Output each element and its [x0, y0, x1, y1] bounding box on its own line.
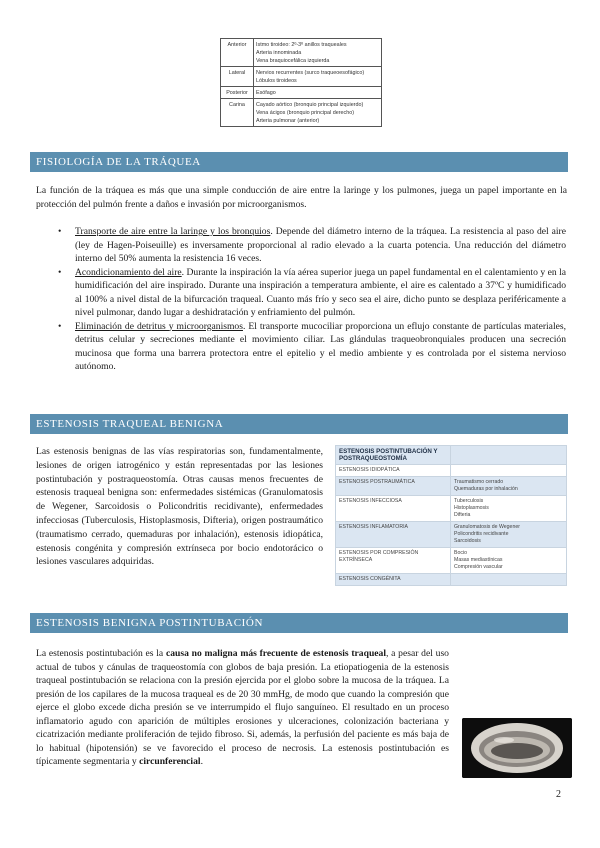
- cell-line: Lóbulos tiroideos: [256, 77, 297, 84]
- cell-line: Vena ácigos (bronquio principal derecho): [256, 109, 354, 116]
- table-cell: Traumatismo cerrado Quemaduras por inhalación: [451, 477, 567, 496]
- table-cell: ESTENOSIS POR COMPRESIÓN EXTRÍNSECA: [336, 548, 451, 574]
- table-cell: ESTENOSIS POSTRAUMÁTICA: [336, 477, 451, 496]
- table-row: [221, 39, 382, 67]
- table-row: [336, 477, 567, 496]
- table-row: [221, 87, 382, 99]
- bullet-term: Acondicionamiento del aire: [75, 266, 182, 278]
- text-run: La estenosis postintubación es la: [36, 648, 166, 659]
- trachea-section-image: [462, 718, 572, 778]
- fisiologia-bullet-list: [58, 225, 566, 374]
- table-cell: ESTENOSIS INFECCIOSA: [336, 496, 451, 522]
- table-row: [221, 99, 382, 127]
- cell-line: Arteria pulmonar (anterior): [256, 117, 320, 124]
- table-cell: ESTENOSIS CONGÉNITA: [336, 574, 451, 586]
- cell-line: Cayado aórtico (bronquio principal izquierdo): [256, 101, 364, 108]
- table-row: [221, 67, 382, 87]
- row-content: [254, 99, 382, 127]
- row-label: Carina: [221, 99, 254, 127]
- row-content: [254, 39, 382, 67]
- section-header-benigna: ESTENOSIS TRAQUEAL BENIGNA: [30, 414, 568, 434]
- table-cell: ESTENOSIS INFLAMATORIA: [336, 522, 451, 548]
- section-header-fisiologia: FISIOLOGÍA DE LA TRÁQUEA: [30, 152, 568, 172]
- table-cell: [451, 574, 567, 586]
- section-header-postintubacion: ESTENOSIS BENIGNA POSTINTUBACIÓN: [30, 613, 568, 633]
- table-row: [336, 574, 567, 586]
- cell-line: Arteria innominada: [256, 49, 302, 56]
- list-item: [58, 225, 566, 266]
- table-row: [336, 548, 567, 574]
- anatomy-relations-table: [220, 38, 382, 127]
- table-cell: [451, 446, 567, 465]
- bullet-term: Transporte de aire entre la laringe y los bronquios: [75, 226, 271, 237]
- benigna-text: Las estenosis benignas de las vías respiratorias son, fundamentalmente, lesiones de origen iatrogénico y están representadas por las lesiones postintubación y postraqueostomía. Otras causas menos frecuentes de estenosis traqueal benigna son: enfermedades sistémicas (Granulomatosis de Wegener, Sarcoidosis o Policondritis recidivante), enfermedades infecciosas (Tuberculosis, Histoplasmosis, Difteria), origen postraumático (traumatismo cerrado, quemaduras por inhalación), estenosis idiopática, estenosis congénita y compresión extrínseca por bocio endotorácico o lesiones vasculares adquiridas.: [36, 446, 323, 568]
- cell-line: Vena braquiocefálica izquierda: [256, 57, 330, 64]
- table-row: [336, 465, 567, 477]
- bullet-text: . El transporte mucociliar proporciona un eflujo constante de partículas materiales, detritus celular y secreciones mediante el movimiento ciliar. Las glándulas traqueobronquiales producen una secreción mucinosa que forma una barrera protectora entre el epitelio y el medio ambiente y es controlada por el sistema nervioso autónomo.: [75, 320, 566, 372]
- trachea-stenosis-photo: [462, 718, 572, 778]
- bullet-icon: •: [58, 320, 62, 332]
- bullet-term: Eliminación de detritus y microorganismos: [75, 320, 243, 332]
- text-run: , a pesar del uso actual de tubos y cánulas de traqueostomía con globos de baja presión. La etiopatiogenia de la estenosis traqueal postintubación se relaciona con la presión ejercida por el globo sobre la mucosa de la tráquea. La presión de los capilares de la mucosa traqueal es de 20 30 mmHg, de modo que cuando la compresión que ejerce el globo excede dicha presión se ve interrumpido el flujo sanguíneo. El resultado en un proceso inflamatorio agudo con aparición de múltiples erosiones y ulceraciones, colonización bacteriana y cicatrización mediante proliferación de tejido fibroso. Si, además, la perfusión del paciente es más baja de lo habitual (hipotensión) se ve favorecido el proceso de necrosis. La estenosis postintubación es típicamente segmentaria y: [36, 648, 449, 767]
- stenosis-causes-table: [335, 445, 567, 586]
- table-cell: Bocio Masas mediastínicas Compresión vascular: [451, 548, 567, 574]
- table-row: [336, 446, 567, 465]
- table-cell: ESTENOSIS IDIOPÁTICA: [336, 465, 451, 477]
- row-content: [254, 67, 382, 87]
- text-run: .: [200, 756, 203, 767]
- row-label: Posterior: [221, 87, 254, 99]
- list-item: [58, 266, 566, 320]
- table-cell: ESTENOSIS POSTINTUBACIÓN Y POSTRAQUEOSTOMÍA: [336, 446, 451, 465]
- table-cell: Tuberculosis Histoplasmosis Difteria: [451, 496, 567, 522]
- table-cell: Granulomatosis de Wegener Policondritis recidivante Sarcoidosis: [451, 522, 567, 548]
- cell-line: Esófago: [256, 89, 276, 96]
- row-content: [254, 87, 382, 99]
- row-label: Lateral: [221, 67, 254, 87]
- list-item: [58, 320, 566, 374]
- bold-run: causa no maligna más frecuente de estenosis traqueal: [165, 648, 386, 659]
- table-row: [336, 522, 567, 548]
- row-label: Anterior: [221, 39, 254, 67]
- page-number: 2: [556, 789, 561, 800]
- table-row: [336, 496, 567, 522]
- fisiologia-intro: La función de la tráquea es más que una simple conducción de aire entre la laringe y los pulmones, juega un papel importante en la protección del pulmón frente a daños e invasión por microorganismos.: [36, 185, 567, 210]
- bullet-icon: •: [58, 226, 62, 237]
- bullet-icon: •: [58, 266, 62, 278]
- bold-run: circunferencial: [139, 756, 201, 767]
- cell-line: Nervios recurrentes (surco traqueoesofágico): [256, 69, 365, 76]
- bullet-text: . Durante la inspiración la vía aérea superior juega un papel fundamental en el calentamiento y en la humidificación del aire inspirado. Durante una inspiración a temperatura ambiente, el aire es calentado a 37ºC y humidificado al 100% a nivel distal de la bifurcación traqueal. Cuanto más frío y seco sea el aire, dicho punto se desplaza periféricamente a nivel pulmonar, dando lugar a deshidratación y enfriamiento del pulmón.: [75, 266, 566, 318]
- cell-line: Istmo tiroideo: 2º-3º anillos traqueales: [256, 41, 347, 48]
- bullet-text: . Depende del diámetro interno de la tráquea. La resistencia al paso del aire (ley de Hagen-Poiseuille) es inversamente proporcional al radio elevado a la cuarta potencia. Una reducción del diámetro interno del 50% aumenta la resistencia 16 veces.: [75, 226, 566, 264]
- table-cell: [451, 465, 567, 477]
